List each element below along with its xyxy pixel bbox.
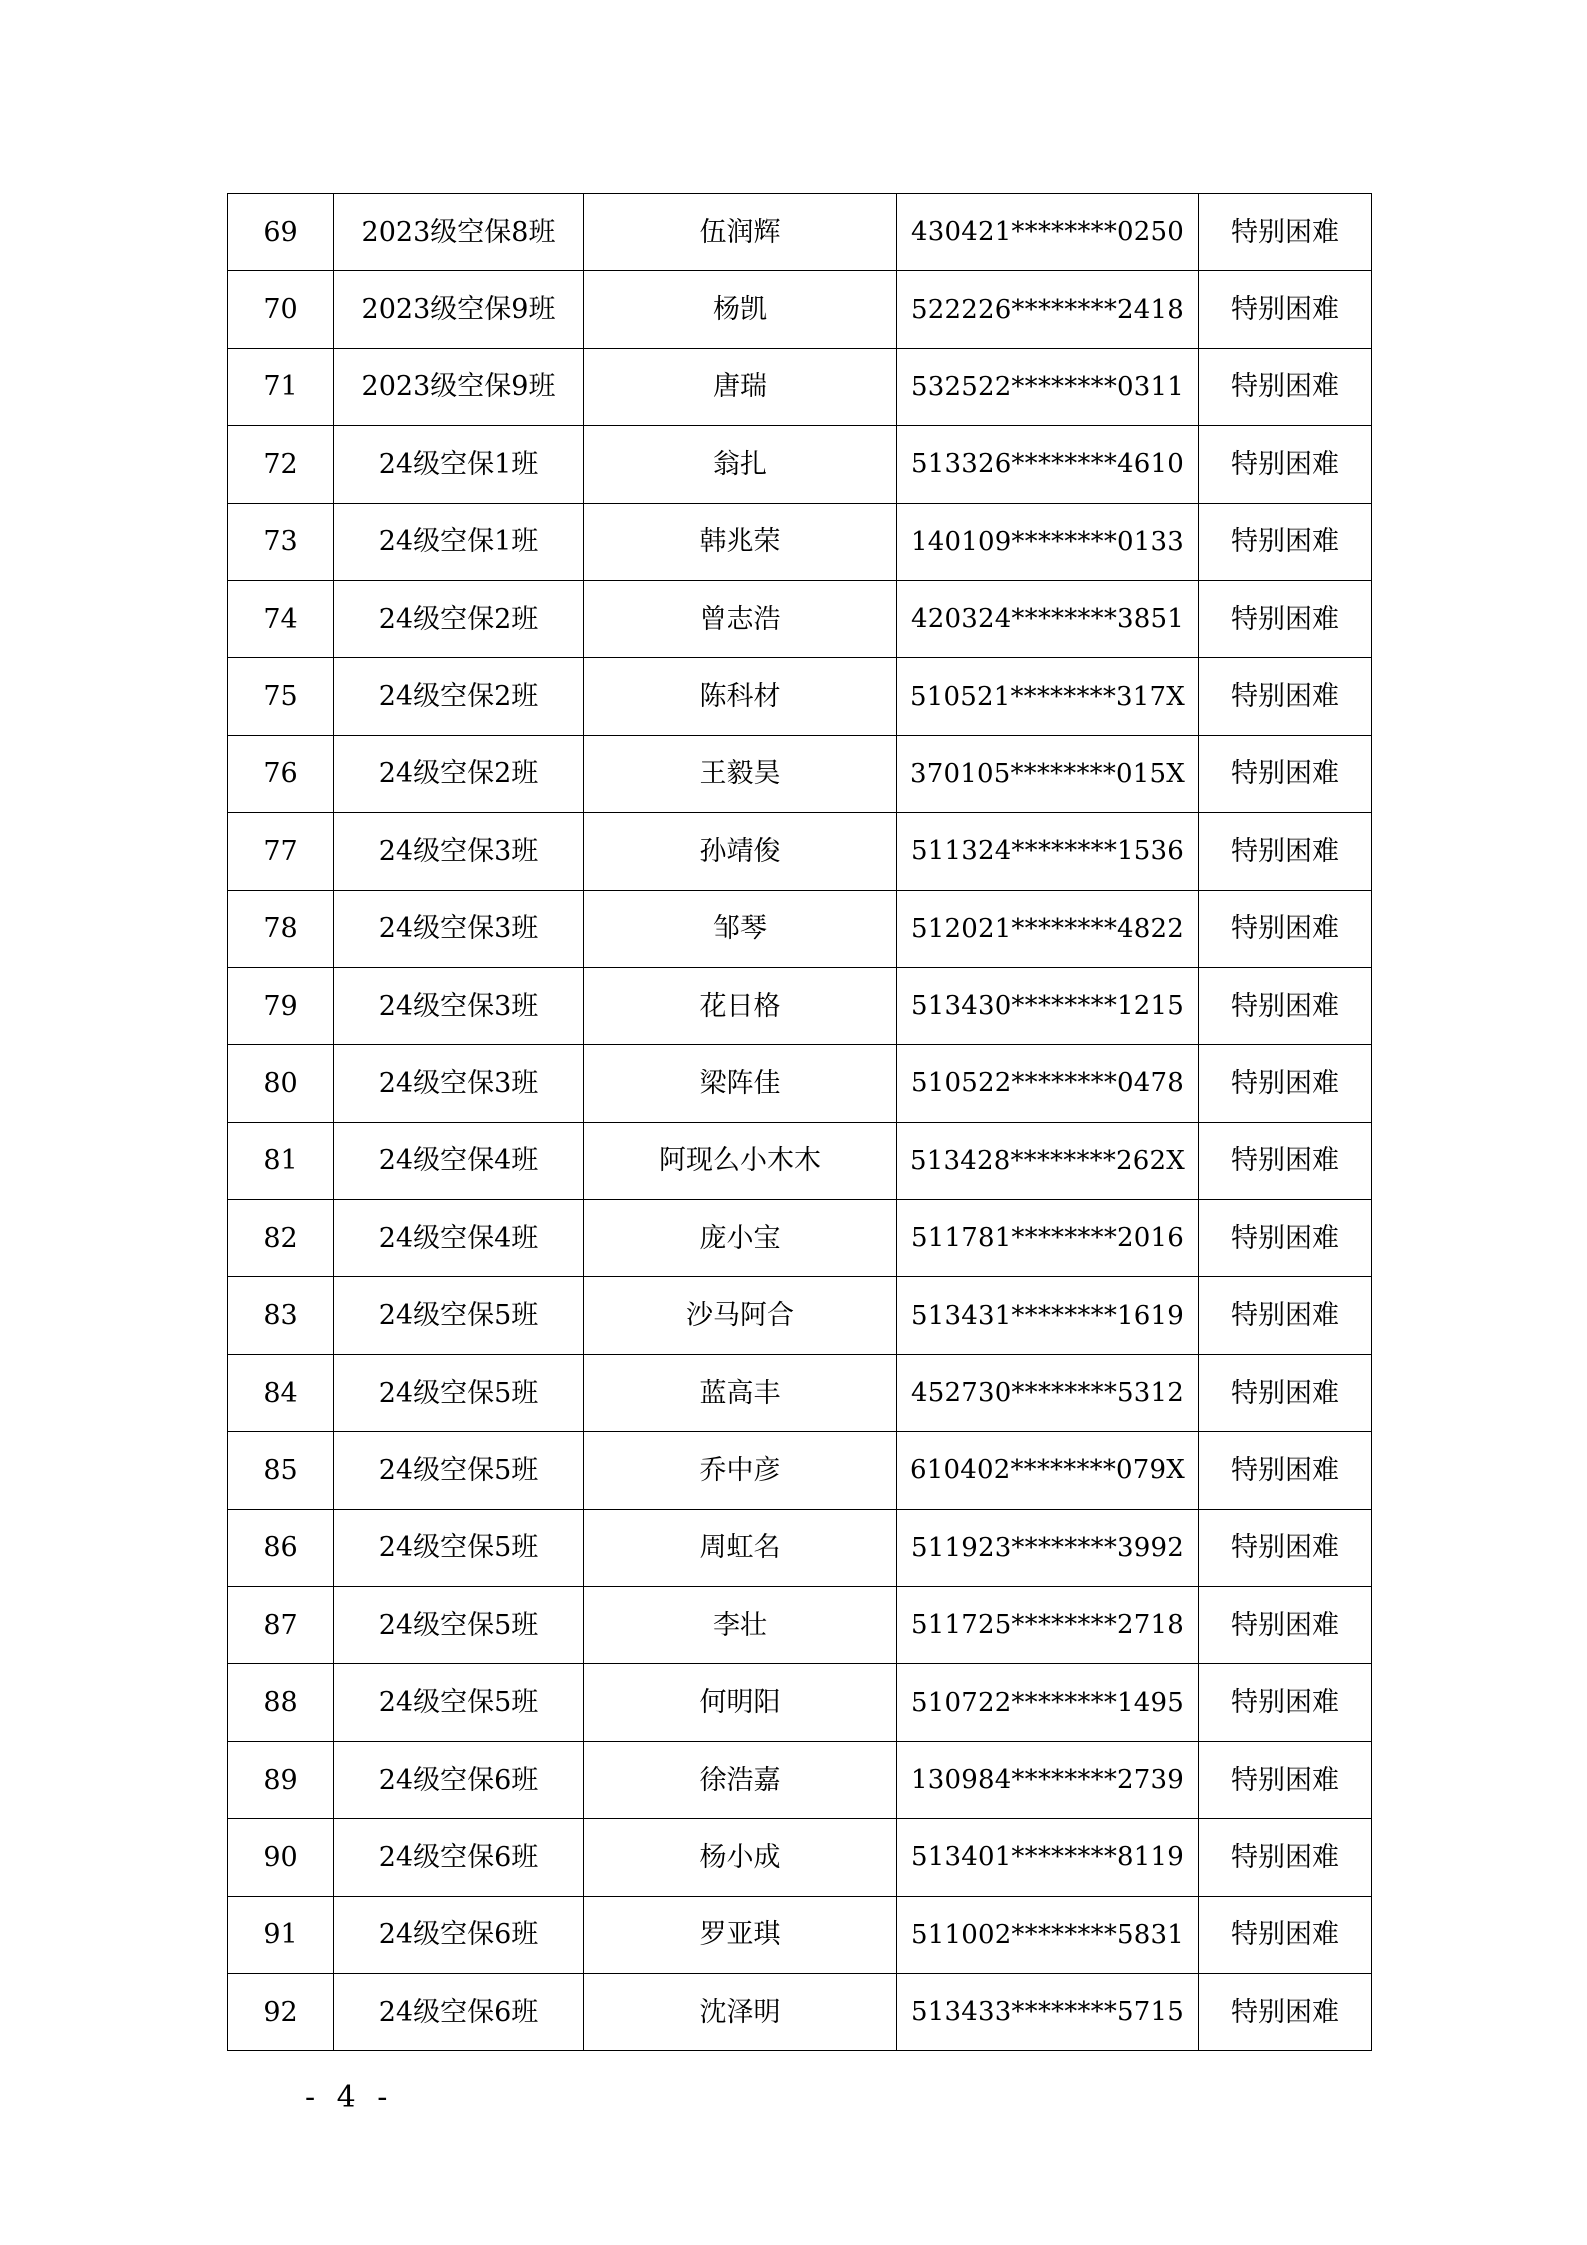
difficulty-level-cell: 特别困难 (1199, 271, 1372, 348)
class-name-cell: 24级空保5班 (334, 1277, 584, 1354)
row-number-cell: 89 (228, 1741, 334, 1818)
table-row (228, 1200, 1372, 1277)
row-number-cell: 90 (228, 1819, 334, 1896)
student-name-cell: 乔中彦 (584, 1432, 897, 1509)
class-name-cell: 24级空保6班 (334, 1819, 584, 1896)
id-number-cell: 452730********5312 (897, 1354, 1199, 1431)
difficulty-level-cell: 特别困难 (1199, 1664, 1372, 1741)
student-name-cell: 沙马阿合 (584, 1277, 897, 1354)
table-row (228, 735, 1372, 812)
row-number-cell: 74 (228, 580, 334, 657)
table-row (228, 1122, 1372, 1199)
student-name-cell: 王毅昊 (584, 735, 897, 812)
difficulty-level-cell: 特别困难 (1199, 1122, 1372, 1199)
row-number-cell: 72 (228, 426, 334, 503)
difficulty-level-cell: 特别困难 (1199, 348, 1372, 425)
row-number-cell: 69 (228, 194, 334, 271)
row-number-cell: 70 (228, 271, 334, 348)
difficulty-level-cell: 特别困难 (1199, 1432, 1372, 1509)
difficulty-level-cell: 特别困难 (1199, 503, 1372, 580)
class-name-cell: 2023级空保8班 (334, 194, 584, 271)
student-name-cell: 庞小宝 (584, 1200, 897, 1277)
difficulty-level-cell: 特别困难 (1199, 658, 1372, 735)
table-row (228, 1973, 1372, 2050)
row-number-cell: 88 (228, 1664, 334, 1741)
student-name-cell: 韩兆荣 (584, 503, 897, 580)
class-name-cell: 24级空保3班 (334, 1045, 584, 1122)
id-number-cell: 532522********0311 (897, 348, 1199, 425)
table-row (228, 1045, 1372, 1122)
class-name-cell: 24级空保4班 (334, 1122, 584, 1199)
id-number-cell: 430421********0250 (897, 194, 1199, 271)
row-number-cell: 76 (228, 735, 334, 812)
row-number-cell: 87 (228, 1587, 334, 1664)
row-number-cell: 92 (228, 1973, 334, 2050)
row-number-cell: 83 (228, 1277, 334, 1354)
page-number: - 4 - (305, 2080, 394, 2115)
id-number-cell: 522226********2418 (897, 271, 1199, 348)
id-number-cell: 513326********4610 (897, 426, 1199, 503)
class-name-cell: 24级空保6班 (334, 1973, 584, 2050)
student-name-cell: 徐浩嘉 (584, 1741, 897, 1818)
student-name-cell: 杨小成 (584, 1819, 897, 1896)
id-number-cell: 513433********5715 (897, 1973, 1199, 2050)
difficulty-level-cell: 特别困难 (1199, 1509, 1372, 1586)
table-row (228, 813, 1372, 890)
id-number-cell: 510521********317X (897, 658, 1199, 735)
id-number-cell: 513428********262X (897, 1122, 1199, 1199)
difficulty-level-cell: 特别困难 (1199, 1819, 1372, 1896)
difficulty-level-cell: 特别困难 (1199, 813, 1372, 890)
class-name-cell: 24级空保5班 (334, 1432, 584, 1509)
table-row (228, 890, 1372, 967)
table-row (228, 1509, 1372, 1586)
id-number-cell: 513431********1619 (897, 1277, 1199, 1354)
id-number-cell: 511725********2718 (897, 1587, 1199, 1664)
class-name-cell: 24级空保5班 (334, 1509, 584, 1586)
student-aid-table (227, 193, 1372, 2051)
table-row (228, 503, 1372, 580)
table-row (228, 348, 1372, 425)
difficulty-level-cell: 特别困难 (1199, 1741, 1372, 1818)
id-number-cell: 511002********5831 (897, 1896, 1199, 1973)
row-number-cell: 81 (228, 1122, 334, 1199)
student-name-cell: 梁阵佳 (584, 1045, 897, 1122)
class-name-cell: 24级空保6班 (334, 1741, 584, 1818)
table-row (228, 426, 1372, 503)
difficulty-level-cell: 特别困难 (1199, 426, 1372, 503)
class-name-cell: 24级空保3班 (334, 967, 584, 1044)
class-name-cell: 24级空保3班 (334, 813, 584, 890)
table-row (228, 1277, 1372, 1354)
table-body (228, 194, 1372, 2051)
table-row (228, 658, 1372, 735)
difficulty-level-cell: 特别困难 (1199, 1200, 1372, 1277)
row-number-cell: 82 (228, 1200, 334, 1277)
class-name-cell: 24级空保2班 (334, 735, 584, 812)
class-name-cell: 24级空保5班 (334, 1354, 584, 1431)
student-name-cell: 阿现么小木木 (584, 1122, 897, 1199)
class-name-cell: 2023级空保9班 (334, 348, 584, 425)
row-number-cell: 85 (228, 1432, 334, 1509)
id-number-cell: 513430********1215 (897, 967, 1199, 1044)
difficulty-level-cell: 特别困难 (1199, 1277, 1372, 1354)
id-number-cell: 513401********8119 (897, 1819, 1199, 1896)
student-name-cell: 翁扎 (584, 426, 897, 503)
row-number-cell: 80 (228, 1045, 334, 1122)
class-name-cell: 24级空保5班 (334, 1587, 584, 1664)
id-number-cell: 420324********3851 (897, 580, 1199, 657)
student-name-cell: 孙靖俊 (584, 813, 897, 890)
class-name-cell: 24级空保6班 (334, 1896, 584, 1973)
difficulty-level-cell: 特别困难 (1199, 1354, 1372, 1431)
student-name-cell: 李壮 (584, 1587, 897, 1664)
difficulty-level-cell: 特别困难 (1199, 890, 1372, 967)
difficulty-level-cell: 特别困难 (1199, 1973, 1372, 2050)
row-number-cell: 75 (228, 658, 334, 735)
row-number-cell: 84 (228, 1354, 334, 1431)
student-name-cell: 周虹名 (584, 1509, 897, 1586)
row-number-cell: 86 (228, 1509, 334, 1586)
id-number-cell: 610402********079X (897, 1432, 1199, 1509)
student-name-cell: 曾志浩 (584, 580, 897, 657)
table-row (228, 194, 1372, 271)
student-name-cell: 唐瑞 (584, 348, 897, 425)
id-number-cell: 370105********015X (897, 735, 1199, 812)
table-row (228, 1896, 1372, 1973)
class-name-cell: 24级空保2班 (334, 658, 584, 735)
table-row (228, 1354, 1372, 1431)
table-row (228, 1664, 1372, 1741)
row-number-cell: 77 (228, 813, 334, 890)
student-name-cell: 陈科材 (584, 658, 897, 735)
id-number-cell: 130984********2739 (897, 1741, 1199, 1818)
difficulty-level-cell: 特别困难 (1199, 735, 1372, 812)
row-number-cell: 78 (228, 890, 334, 967)
id-number-cell: 511324********1536 (897, 813, 1199, 890)
student-name-cell: 杨凯 (584, 271, 897, 348)
table-row (228, 271, 1372, 348)
id-number-cell: 511923********3992 (897, 1509, 1199, 1586)
difficulty-level-cell: 特别困难 (1199, 194, 1372, 271)
difficulty-level-cell: 特别困难 (1199, 1587, 1372, 1664)
id-number-cell: 510522********0478 (897, 1045, 1199, 1122)
student-name-cell: 何明阳 (584, 1664, 897, 1741)
class-name-cell: 24级空保5班 (334, 1664, 584, 1741)
id-number-cell: 511781********2016 (897, 1200, 1199, 1277)
table-row (228, 1819, 1372, 1896)
class-name-cell: 24级空保4班 (334, 1200, 584, 1277)
difficulty-level-cell: 特别困难 (1199, 1896, 1372, 1973)
student-name-cell: 蓝高丰 (584, 1354, 897, 1431)
id-number-cell: 510722********1495 (897, 1664, 1199, 1741)
row-number-cell: 79 (228, 967, 334, 1044)
row-number-cell: 71 (228, 348, 334, 425)
student-name-cell: 伍润辉 (584, 194, 897, 271)
student-name-cell: 花日格 (584, 967, 897, 1044)
row-number-cell: 73 (228, 503, 334, 580)
class-name-cell: 2023级空保9班 (334, 271, 584, 348)
row-number-cell: 91 (228, 1896, 334, 1973)
student-name-cell: 邹琴 (584, 890, 897, 967)
table-row (228, 1432, 1372, 1509)
difficulty-level-cell: 特别困难 (1199, 1045, 1372, 1122)
student-name-cell: 沈泽明 (584, 1973, 897, 2050)
class-name-cell: 24级空保3班 (334, 890, 584, 967)
difficulty-level-cell: 特别困难 (1199, 580, 1372, 657)
id-number-cell: 512021********4822 (897, 890, 1199, 967)
class-name-cell: 24级空保1班 (334, 426, 584, 503)
table-row (228, 1741, 1372, 1818)
table-row (228, 1587, 1372, 1664)
student-name-cell: 罗亚琪 (584, 1896, 897, 1973)
class-name-cell: 24级空保1班 (334, 503, 584, 580)
class-name-cell: 24级空保2班 (334, 580, 584, 657)
difficulty-level-cell: 特别困难 (1199, 967, 1372, 1044)
table-row (228, 580, 1372, 657)
id-number-cell: 140109********0133 (897, 503, 1199, 580)
table-row (228, 967, 1372, 1044)
